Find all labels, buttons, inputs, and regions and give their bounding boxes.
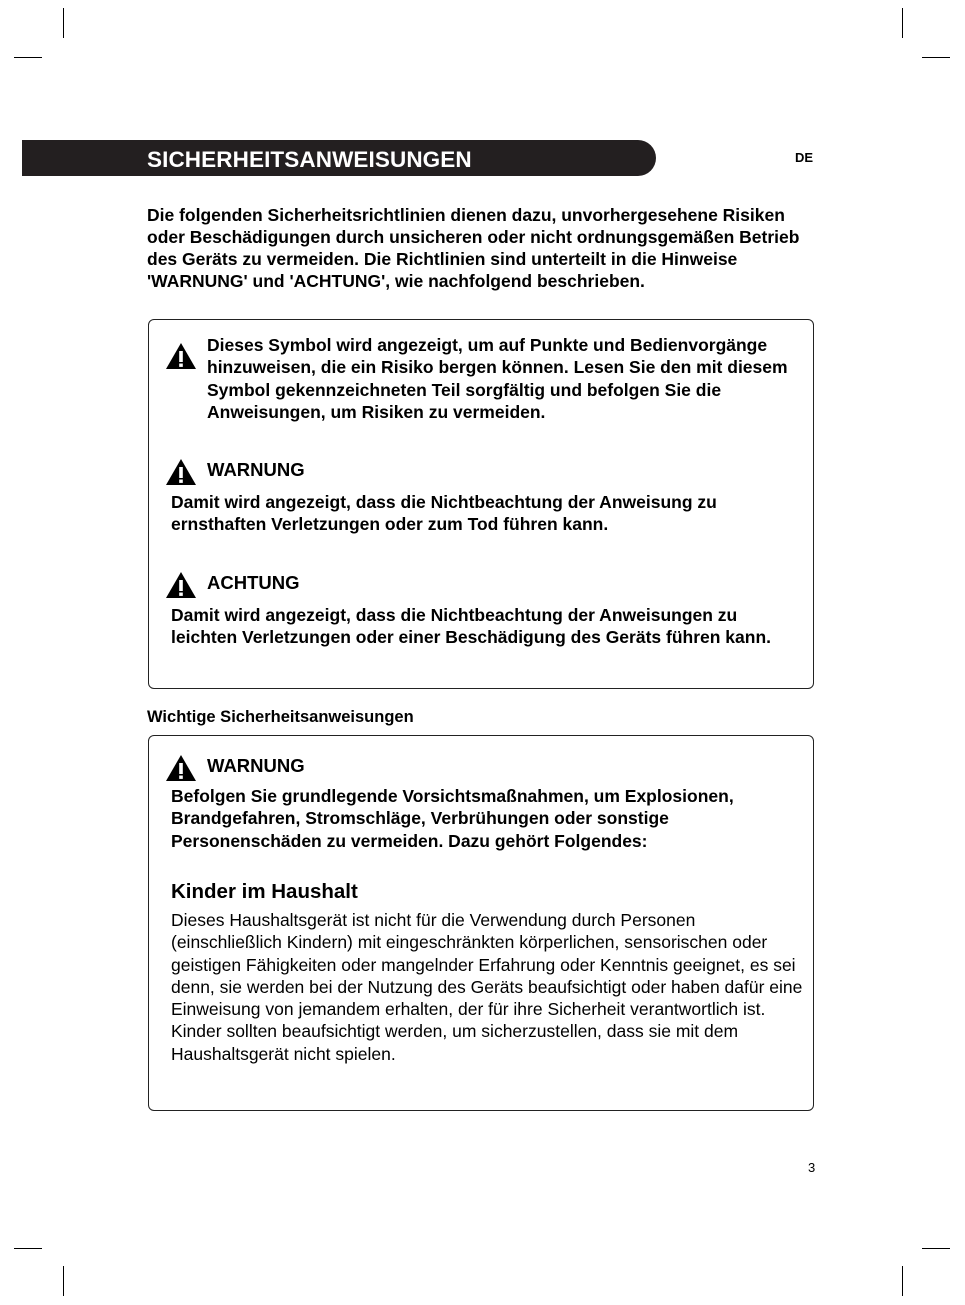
symbol-explanation: Dieses Symbol wird angezeigt, um auf Punkte und Bedienvorgänge hinzuweisen, die ein Risiko bergen können. Lesen Sie den mit diesem Symbol gekennzeichneten Teil sorgfältig und befolgen Sie die Anweisungen, um Risiken zu vermeiden. [207, 335, 788, 422]
warning-triangle-icon [165, 754, 197, 782]
crop-mark [63, 8, 64, 38]
caution-label: ACHTUNG [207, 572, 300, 593]
warning-triangle-icon [165, 342, 197, 370]
page-title: SICHERHEITSANWEISUNGEN [147, 147, 472, 172]
crop-mark [902, 8, 903, 38]
crop-mark [14, 1248, 42, 1249]
warning-triangle-icon [165, 571, 197, 599]
warning-label: WARNUNG [207, 459, 305, 480]
warning-description: Damit wird angezeigt, dass die Nichtbeachtung der Anweisung zu ernsthaften Verletzungen oder zum Tod führen kann. [171, 492, 717, 535]
crop-mark [922, 1248, 950, 1249]
important-safety-heading: Wichtige Sicherheitsanweisungen [147, 708, 414, 726]
warning-box [148, 735, 814, 1111]
language-code: DE [795, 150, 814, 165]
children-section-text: Dieses Haushaltsgerät ist nicht für die Verwendung durch Personen (einschließlich Kindern) mit eingeschränkten körperlichen, sensorischen oder geistigen Fähigkeiten oder mangelnder Erfahrung oder Kenntnis geeignet, es sei denn, sie werden bei der Nutzung des Geräts beaufsichtigt oder haben dafür eine Einweisung von jemandem erhalten, der für ihre Sicherheit verantwortlich ist. Kinder sollten beaufsichtigt werden, um sicherzustellen, dass sie mit dem Haushaltsgerät nicht spielen. [171, 910, 803, 1064]
intro-paragraph: Die folgenden Sicherheitsrichtlinien dienen dazu, unvorhergesehene Risiken oder Beschädigungen durch unsicheren oder nicht ordnungsgemäßen Betrieb des Geräts zu vermeiden. Die Richtlinien sind unterteilt in die Hinweise 'WARNUNG' und 'ACHTUNG', wie nachfolgend beschrieben. [147, 205, 800, 291]
crop-mark [14, 57, 42, 58]
warning-triangle-icon [165, 458, 197, 486]
caution-description: Damit wird angezeigt, dass die Nichtbeachtung der Anweisungen zu leichten Verletzungen oder einer Beschädigung des Geräts führen kann. [171, 605, 772, 648]
crop-mark [922, 57, 950, 58]
symbol-legend-box [148, 319, 814, 689]
page-number: 3 [808, 1160, 816, 1175]
warning-instructions: Befolgen Sie grundlegende Vorsichtsmaßnahmen, um Explosionen, Brandgefahren, Stromschläge, Verbrühungen oder sonstige Personenschäden zu vermeiden. Dazu gehört Folgendes: [171, 786, 734, 851]
crop-mark [902, 1266, 903, 1296]
warning-label: WARNUNG [207, 755, 305, 776]
crop-mark [63, 1266, 64, 1296]
children-section-heading: Kinder im Haushalt [171, 880, 358, 903]
